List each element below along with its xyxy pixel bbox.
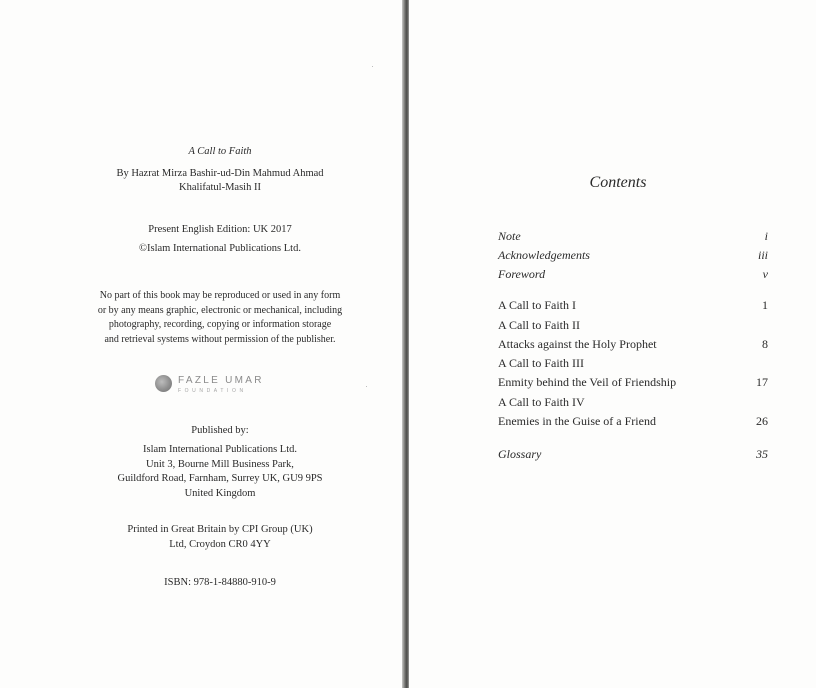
toc-title: Note: [498, 229, 521, 243]
rights-line: or by any means graphic, electronic or mechanical, including: [97, 304, 343, 316]
address-line: Islam International Publications Ltd.: [143, 444, 297, 455]
address-line: United Kingdom: [184, 487, 256, 499]
toc-title: Glossary: [498, 447, 542, 461]
toc-page-number: v: [762, 267, 768, 281]
toc-title: A Call to Faith I: [498, 298, 576, 312]
toc-page-number: iii: [757, 248, 768, 262]
toc-page-number: 26: [756, 414, 768, 428]
toc-entry: [498, 316, 768, 334]
contents-heading: Contents: [589, 174, 647, 191]
copyright-page: [0, 0, 404, 688]
toc-page-number: 17: [756, 375, 768, 389]
toc-entry: [498, 227, 768, 245]
toc-entry: [498, 445, 768, 463]
toc-title: Enmity behind the Veil of Friendship: [498, 375, 677, 389]
toc-title: A Call to Faith IV: [498, 395, 585, 409]
toc-entry: [498, 412, 768, 430]
publisher-logo: [155, 375, 275, 397]
toc-title: A Call to Faith III: [498, 356, 584, 370]
toc-page-number: 1: [762, 298, 768, 312]
toc-entry: [498, 265, 768, 283]
toc-entry: [498, 335, 768, 353]
toc-page-number: i: [764, 229, 768, 243]
rights-line: photography, recording, copying or information storage: [108, 319, 332, 330]
logo-subtitle: FOUNDATION: [178, 388, 247, 394]
printer-line: Ltd, Croydon CR0 4YY: [169, 538, 271, 550]
paper-speck: [366, 386, 367, 387]
address-line: Unit 3, Bourne Mill Business Park,: [146, 458, 294, 470]
toc-title: Foreword: [498, 267, 546, 281]
isbn: ISBN: 978-1-84880-910-9: [164, 577, 276, 588]
published-by-label: Published by:: [191, 425, 249, 436]
toc-title: Attacks against the Holy Prophet: [498, 337, 657, 351]
author-line: Khalifatul-Masih II: [179, 182, 261, 193]
logo-name: FAZLE UMAR: [178, 375, 264, 386]
copyright-notice: ©Islam International Publications Ltd.: [139, 243, 301, 254]
paper-speck: [372, 66, 373, 67]
author-line: By Hazrat Mirza Bashir-ud-Din Mahmud Ahmad: [116, 168, 324, 179]
rights-line: No part of this book may be reproduced or used in any form: [99, 290, 341, 301]
edition-statement: Present English Edition: UK 2017: [148, 224, 292, 235]
author-credit: [60, 167, 380, 195]
rights-notice: [60, 289, 380, 347]
foundation-emblem-icon: [155, 375, 172, 392]
toc-entry: [498, 393, 768, 411]
toc-title: Enemies in the Guise of a Friend: [498, 414, 656, 428]
publisher-address: [60, 443, 380, 501]
toc-entry: [498, 246, 768, 264]
printer-info: [60, 523, 380, 552]
toc-entry: [498, 373, 768, 391]
toc-entry: [498, 296, 768, 314]
address-line: Guildford Road, Farnham, Surrey UK, GU9 9PS: [117, 473, 323, 484]
toc-title: A Call to Faith II: [498, 318, 580, 332]
toc-page-number: 8: [762, 337, 768, 351]
toc-entry: [498, 354, 768, 372]
toc-page-number: 35: [756, 447, 768, 461]
rights-line: and retrieval systems without permission of the publisher.: [104, 333, 336, 345]
toc-title: Acknowledgements: [498, 248, 590, 262]
printer-line: Printed in Great Britain by CPI Group (UK): [127, 524, 313, 535]
book-title: A Call to Faith: [188, 146, 252, 157]
